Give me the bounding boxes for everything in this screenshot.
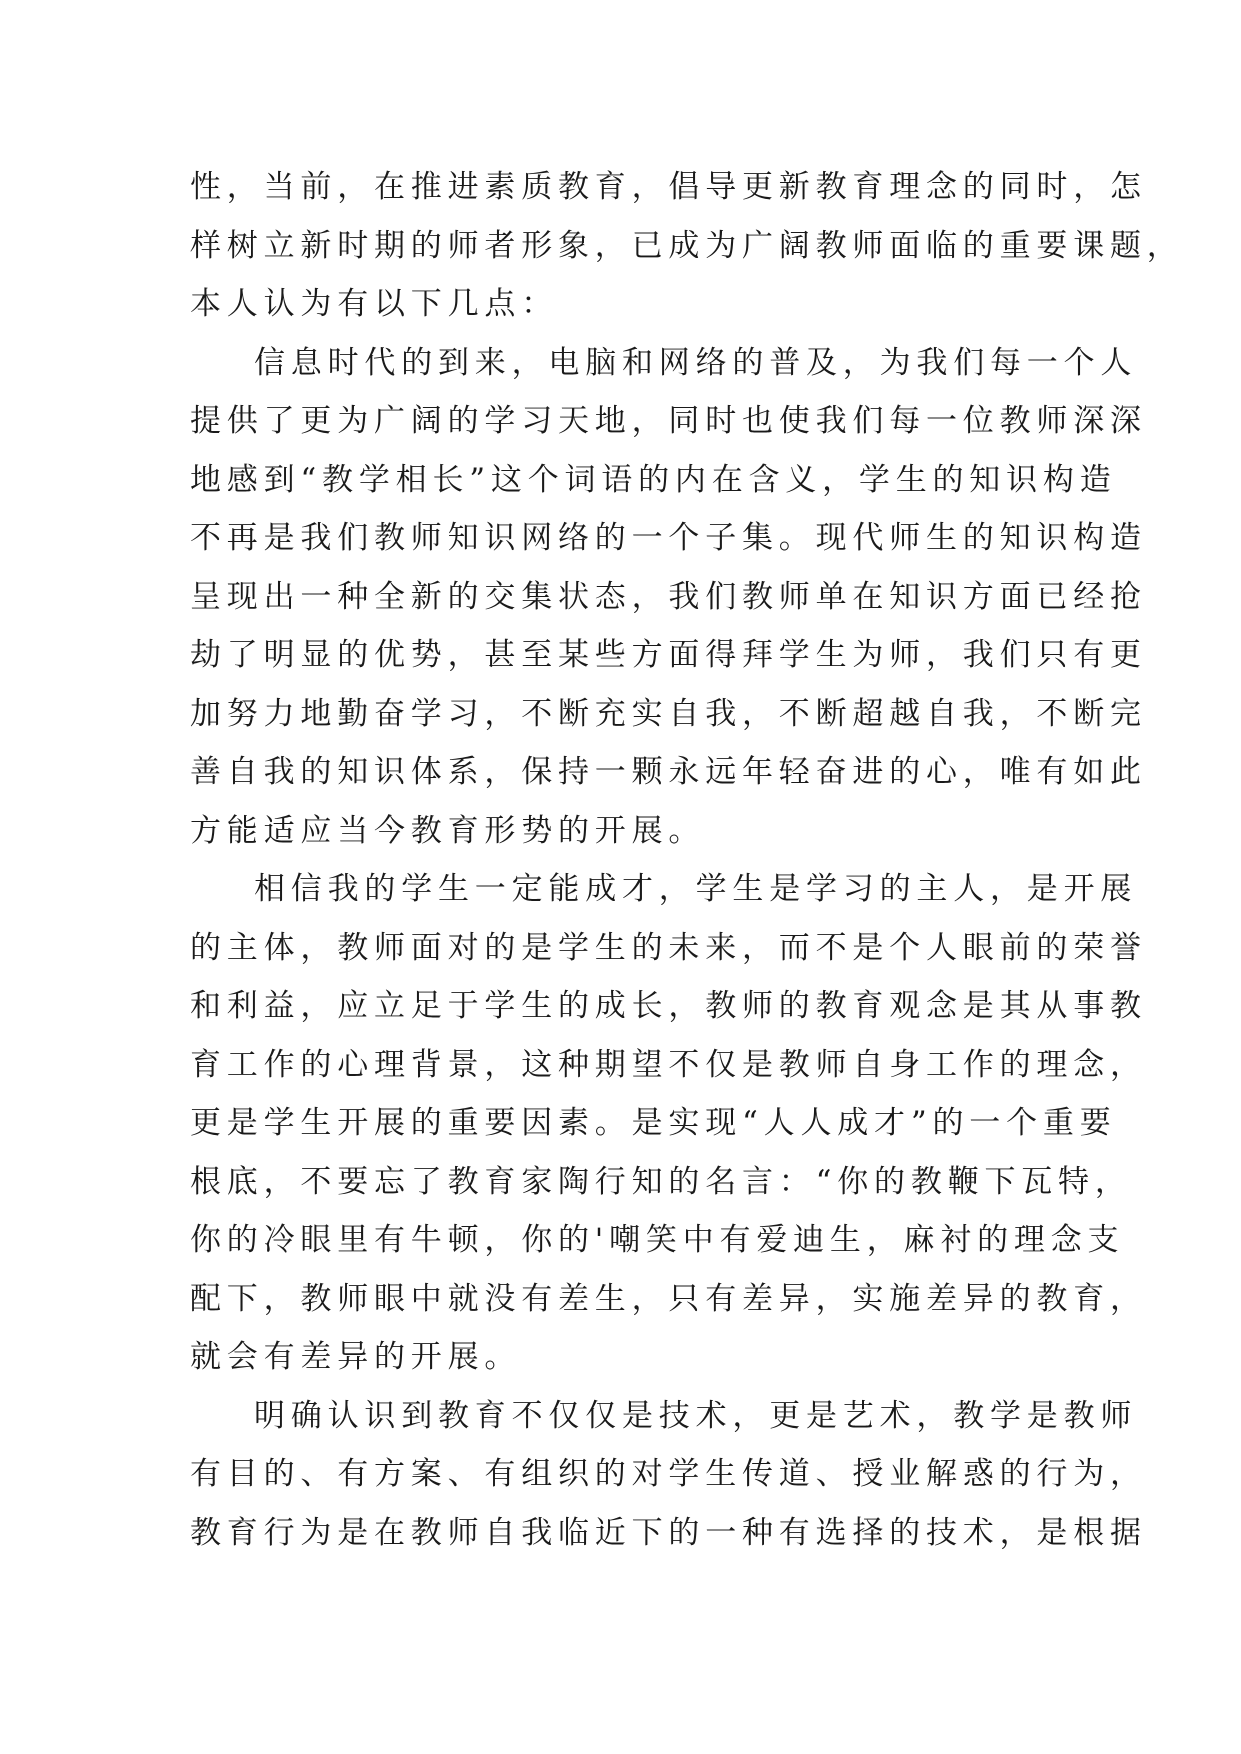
text-line: 更是学生开展的重要因素。是实现“人人成才”的一个重要: [190, 1105, 1117, 1141]
text-line: 信息时代的到来，电脑和网络的普及，为我们每一个人: [254, 344, 1138, 381]
text-line: 有目的、有方案、有组织的对学生传道、授业解惑的行为，: [190, 1456, 1147, 1492]
text-line: 呈现出一种全新的交集状态，我们教师单在知识方面已经抢: [190, 578, 1147, 615]
text-line: 和利益，应立足于学生的成长，教师的教育观念是其从事教: [190, 988, 1147, 1024]
text-line: 方能适应当今教育形势的开展。: [190, 812, 706, 849]
text-line: 性，当前，在推进素质教育，倡导更新教育理念的同时，怎: [190, 169, 1147, 205]
text-line: 提供了更为广阔的学习天地，同时也使我们每一位教师深深: [190, 403, 1147, 439]
text-line: 你的冷眼里有牛顿，你的'嘲笑中有爱迪生，麻衬的理念支: [190, 1222, 1125, 1258]
text-line: 相信我的学生一定能成才，学生是学习的主人，是开展: [254, 871, 1138, 907]
paragraph: [190, 860, 1147, 1387]
text-line: 教育行为是在教师自我临近下的一种有选择的技术，是根据: [190, 1514, 1147, 1551]
text-line: 配下，教师眼中就没有差生，只有差异，实施差异的教育，: [190, 1280, 1147, 1317]
text-line: 育工作的心理背景，这种期望不仅是教师自身工作的理念，: [190, 1046, 1147, 1083]
text-line: 加努力地勤奋学习，不断充实自我，不断超越自我，不断完: [190, 695, 1147, 732]
body-text: [190, 158, 1184, 1562]
text-line: 不再是我们教师知识网络的一个子集。现代师生的知识构造: [190, 520, 1147, 556]
text-line: 就会有差异的开展。: [190, 1339, 522, 1375]
text-line: 的主体，教师面对的是学生的未来，而不是个人眼前的荣誉: [190, 929, 1147, 966]
paragraph: [190, 1387, 1147, 1563]
text-line: 善自我的知识体系，保持一颗永远年轻奋进的心，唯有如此: [190, 754, 1147, 790]
text-line: 地感到“教学相长”这个词语的内在含义，学生的知识构造: [190, 461, 1117, 498]
paragraph: [190, 334, 1147, 861]
text-line: 本人认为有以下几点：: [190, 286, 558, 322]
paragraph: [190, 158, 1184, 334]
text-line: 劫了明显的优势，甚至某些方面得拜学生为师，我们只有更: [190, 637, 1147, 673]
text-line: 根底，不要忘了教育家陶行知的名言：“你的教鞭下瓦特，: [190, 1163, 1132, 1200]
text-line: 明确认识到教育不仅仅是技术，更是艺术，教学是教师: [254, 1397, 1138, 1434]
text-line: 样树立新时期的师者形象，已成为广阔教师面临的重要课题，: [190, 227, 1184, 264]
